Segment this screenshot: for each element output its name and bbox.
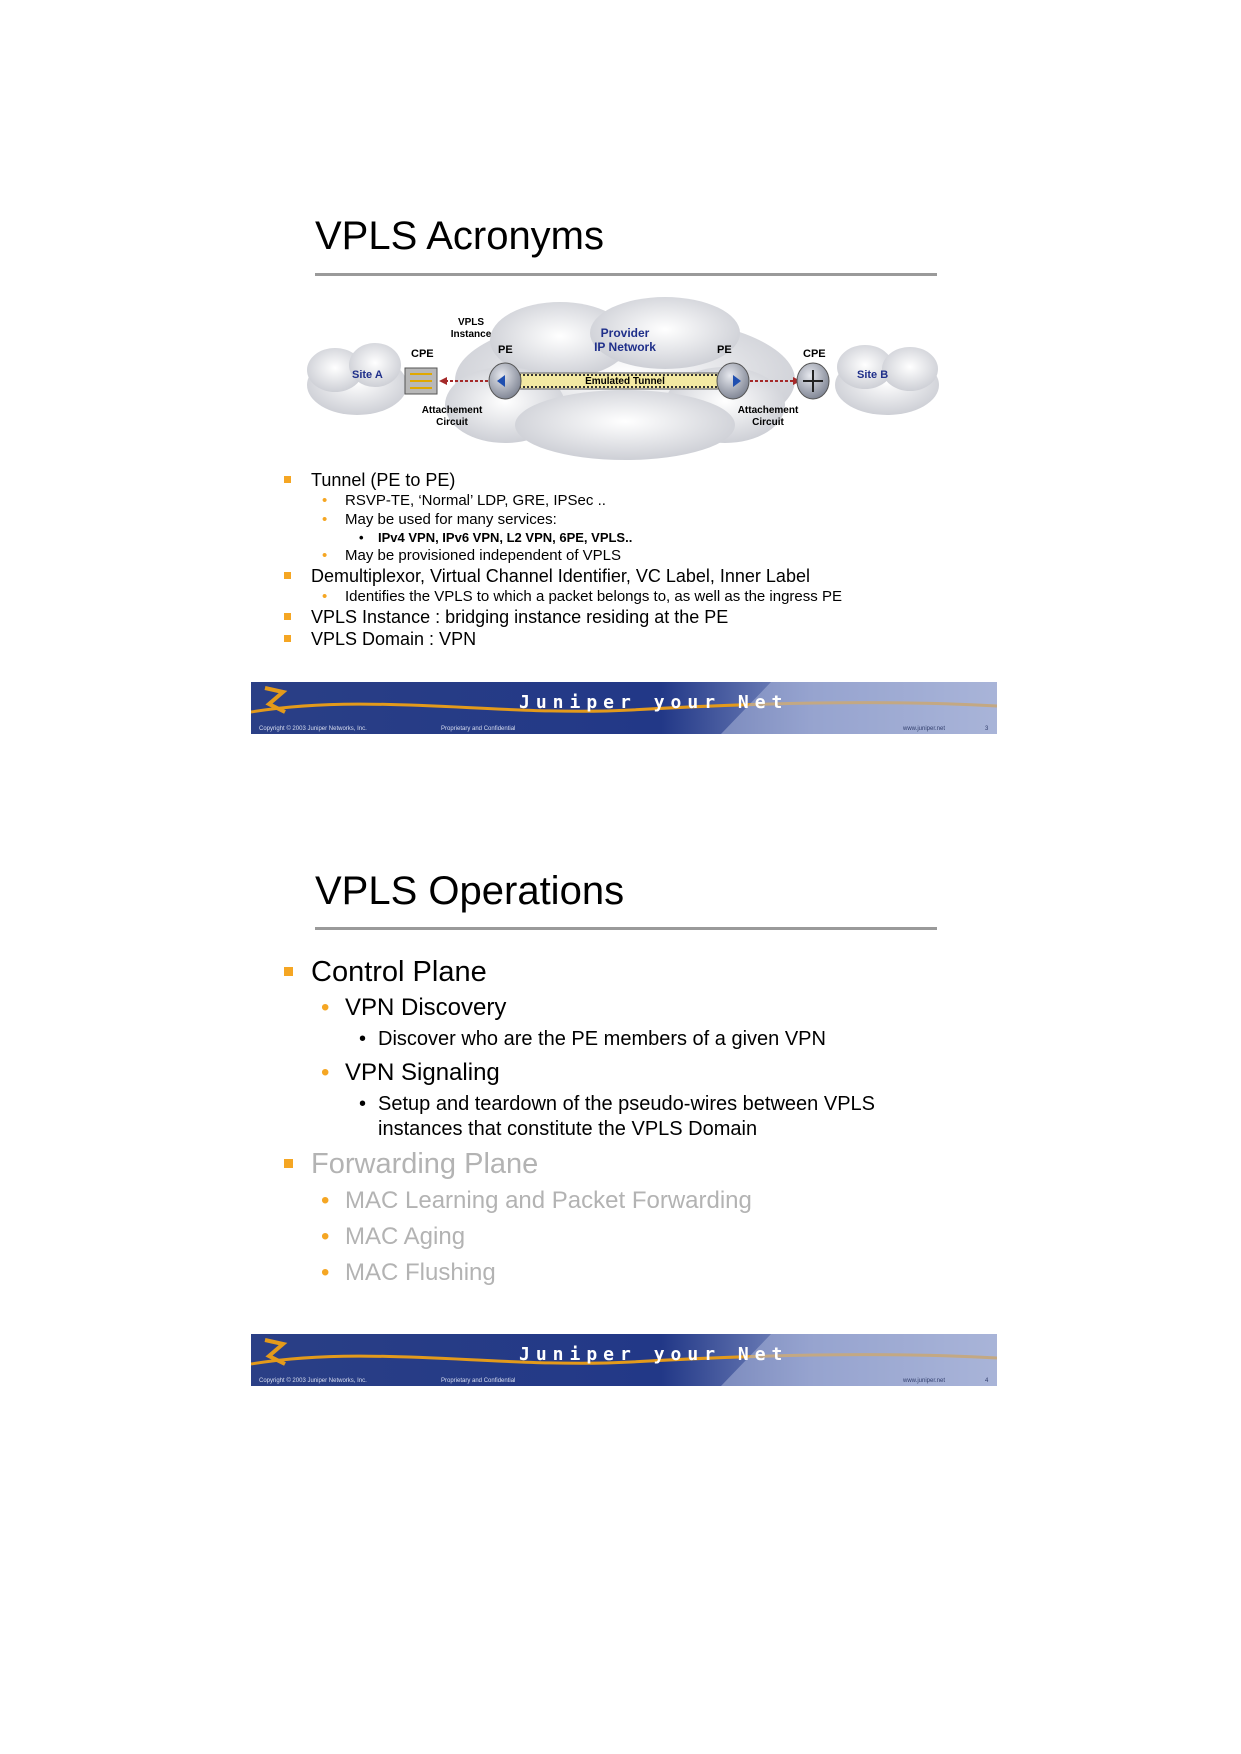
attachment-circuit-right-label bbox=[733, 405, 803, 429]
bullet-mac-learning: • MAC Learning and Packet Forwarding bbox=[283, 1186, 898, 1216]
footer-page-number: 4 bbox=[985, 1378, 989, 1384]
slide1-title-rule bbox=[315, 273, 937, 276]
pe-left-label: PE bbox=[498, 344, 513, 356]
slide1-footer-banner bbox=[251, 682, 997, 734]
bullet-vpls-domain: VPLS Domain : VPN bbox=[283, 628, 842, 650]
footer-confidential: Proprietary and Confidential bbox=[441, 1378, 516, 1384]
attachment-circuit-left-label bbox=[417, 405, 487, 429]
bullet-tunnel-services: • May be used for many services: bbox=[283, 510, 842, 529]
footer-url: www.juniper.net bbox=[903, 726, 946, 732]
cpe-left-switch-icon bbox=[405, 368, 437, 394]
bullet-forwarding-plane: Forwarding Plane bbox=[283, 1146, 898, 1182]
bullet-demultiplexor-desc: • Identifies the VPLS to which a packet belongs to, as well as the ingress PE bbox=[283, 587, 842, 606]
bullet-service-list: • IPv4 VPN, IPv6 VPN, L2 VPN, 6PE, VPLS.. bbox=[283, 529, 842, 546]
juniper-brand-logo: Juniper your Net bbox=[519, 1344, 789, 1365]
bullet-tunnel-protocols: • RSVP-TE, ‘Normal’ LDP, GRE, IPSec .. bbox=[283, 491, 842, 510]
slide2-title-rule bbox=[315, 927, 937, 930]
emulated-tunnel-label: Emulated Tunnel bbox=[585, 376, 665, 387]
bullet-mac-flushing: • MAC Flushing bbox=[283, 1258, 898, 1288]
ac-left-line1: Attachement bbox=[421, 405, 483, 416]
provider-network-label bbox=[575, 326, 675, 354]
provider-label-line2: IP Network bbox=[594, 340, 656, 354]
bullet-vpn-discovery: • VPN Discovery bbox=[283, 993, 898, 1023]
ac-left-line2: Circuit bbox=[436, 417, 468, 428]
bullet-vpn-signaling: • VPN Signaling bbox=[283, 1058, 898, 1088]
footer-copyright: Copyright © 2003 Juniper Networks, Inc. bbox=[259, 726, 367, 732]
slide2-footer-banner bbox=[251, 1334, 997, 1386]
cpe-right-router-icon bbox=[797, 363, 829, 399]
bullet-tunnel-independent: • May be provisioned independent of VPLS bbox=[283, 546, 842, 565]
bullet-vpn-discovery-desc: • Discover who are the PE members of a given VPN bbox=[283, 1027, 898, 1052]
slide1-bullet-list bbox=[283, 469, 842, 650]
site-b-label: Site B bbox=[857, 369, 889, 381]
cpe-left-label: CPE bbox=[411, 348, 434, 360]
bullet-vpn-signaling-desc: • Setup and teardown of the pseudo-wires between VPLS instances that constitute the VPLS Domain bbox=[283, 1092, 898, 1142]
cpe-right-label: CPE bbox=[803, 348, 826, 360]
pe-right-router-icon bbox=[717, 363, 749, 399]
provider-label-line1: Provider bbox=[600, 326, 650, 340]
footer-page-number: 3 bbox=[985, 726, 989, 732]
slide2-title: VPLS Operations bbox=[315, 869, 625, 913]
juniper-brand-logo: Juniper your Net bbox=[519, 692, 789, 713]
ac-right-line2: Circuit bbox=[752, 417, 784, 428]
footer-copyright: Copyright © 2003 Juniper Networks, Inc. bbox=[259, 1378, 367, 1384]
bullet-tunnel: Tunnel (PE to PE) bbox=[283, 469, 842, 491]
bullet-mac-aging: • MAC Aging bbox=[283, 1222, 898, 1252]
site-a-label: Site A bbox=[352, 369, 383, 381]
pe-right-label: PE bbox=[717, 344, 732, 356]
vpls-instance-label-line1: VPLS bbox=[457, 317, 485, 328]
footer-url: www.juniper.net bbox=[903, 1378, 946, 1384]
bullet-demultiplexor: Demultiplexor, Virtual Channel Identifier, VC Label, Inner Label bbox=[283, 565, 842, 587]
vpls-instance-label bbox=[441, 317, 501, 341]
pe-left-router-icon bbox=[489, 363, 521, 399]
ac-right-line1: Attachement bbox=[737, 405, 799, 416]
slide2-bullet-list bbox=[283, 954, 898, 1288]
bullet-control-plane: Control Plane bbox=[283, 954, 898, 990]
bullet-vpls-instance: VPLS Instance : bridging instance residing at the PE bbox=[283, 606, 842, 628]
slide1-title: VPLS Acronyms bbox=[315, 214, 605, 258]
vpls-diagram bbox=[305, 295, 945, 465]
footer-confidential: Proprietary and Confidential bbox=[441, 726, 516, 732]
vpls-instance-label-line2: Instance bbox=[450, 329, 492, 340]
